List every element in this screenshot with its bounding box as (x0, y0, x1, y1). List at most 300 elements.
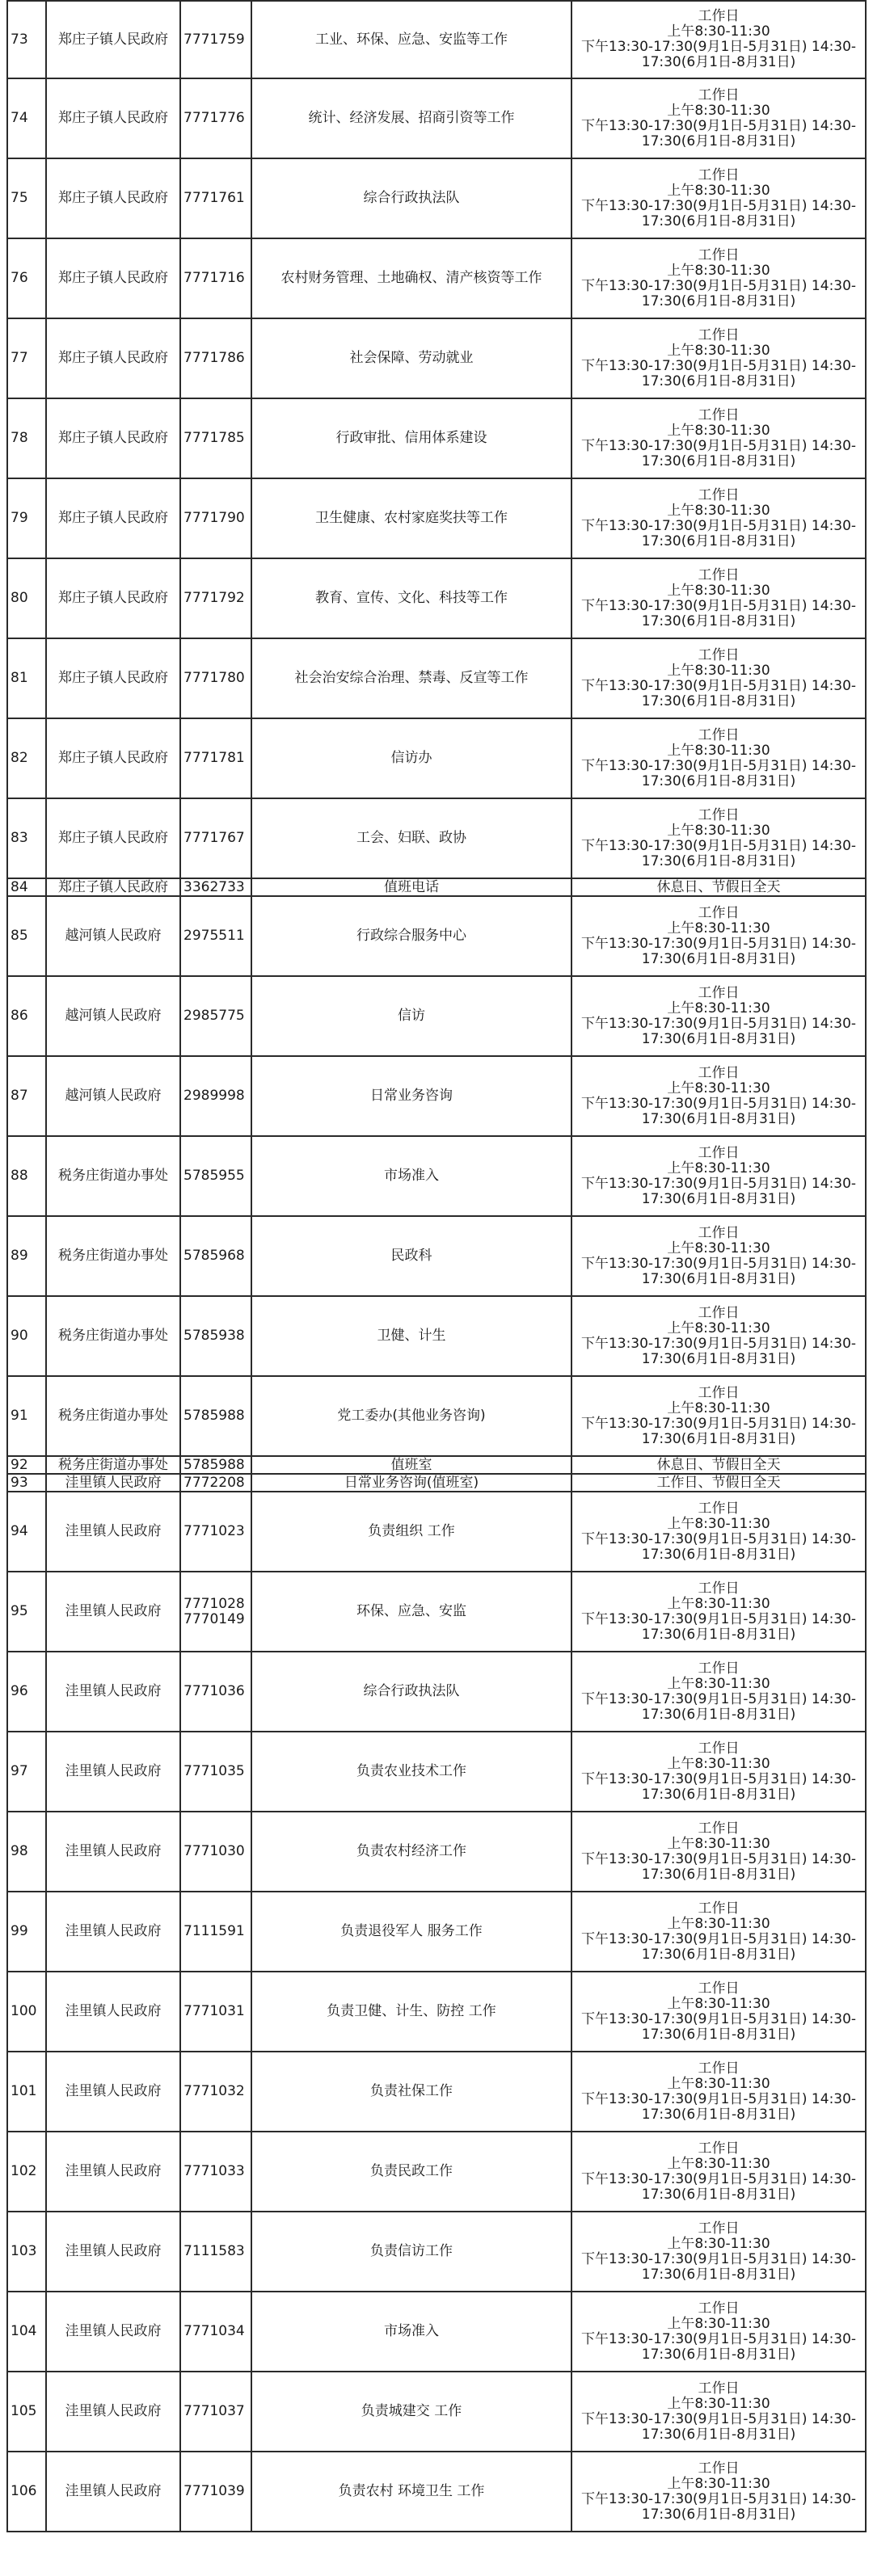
table-row (7, 478, 866, 558)
phone-number-cell (180, 2372, 251, 2452)
office-hours-line: 休息日、节假日全天 (656, 879, 781, 895)
phone-number-cell (180, 78, 251, 158)
office-hours-cell (571, 1732, 866, 1812)
service-description: 统计、经济发展、招商引资等工作 (251, 78, 571, 158)
service-description: 党工委办(其他业务咨询) (251, 1376, 571, 1456)
office-hours-line: 17:30(6月1日-8月31日) (641, 2106, 796, 2123)
phone-number-cell (180, 2292, 251, 2372)
office-hours-line: 上午8:30-11:30 (667, 920, 770, 937)
service-description: 负责民政工作 (251, 2132, 571, 2212)
office-hours-line: 下午13:30-17:30(9月1日-5月31日) 14:30- (580, 1255, 857, 1272)
row-number: 87 (7, 1056, 46, 1136)
phone-number-cell (180, 976, 251, 1056)
office-hours-cell (571, 1892, 866, 1972)
service-description: 值班室 (251, 1456, 571, 1474)
office-hours-line: 上午8:30-11:30 (667, 2155, 770, 2172)
phone-number: 2989998 (183, 1088, 245, 1104)
office-name: 洼里镇人民政府 (46, 2212, 180, 2292)
row-number: 100 (7, 1972, 46, 2052)
office-hours-cell (571, 238, 866, 318)
phone-number: 7771031 (183, 2003, 245, 2019)
phone-number: 7771023 (183, 1523, 245, 1539)
office-hours-line: 工作日 (698, 2300, 740, 2317)
office-name: 税务庄街道办事处 (46, 1216, 180, 1296)
table-row (7, 1812, 866, 1892)
office-hours-line: 上午8:30-11:30 (667, 2315, 770, 2332)
row-number: 104 (7, 2292, 46, 2372)
table-row (7, 976, 866, 1056)
office-hours-line: 上午8:30-11:30 (667, 262, 770, 279)
office-hours-line: 下午13:30-17:30(9月1日-5月31日) 14:30- (580, 39, 857, 55)
phone-number: 5785938 (183, 1328, 245, 1344)
office-name: 郑庄子镇人民政府 (46, 478, 180, 558)
service-description: 负责社保工作 (251, 2052, 571, 2132)
office-hours-line: 17:30(6月1日-8月31日) (641, 1626, 796, 1643)
contact-directory-table (6, 0, 867, 2532)
table-row (7, 1376, 866, 1456)
table-row (7, 1474, 866, 1492)
phone-number: 7771767 (183, 830, 245, 846)
service-description: 综合行政执法队 (251, 158, 571, 238)
row-number: 92 (7, 1456, 46, 1474)
office-name: 洼里镇人民政府 (46, 2292, 180, 2372)
phone-number: 7771032 (183, 2083, 245, 2099)
phone-number: 7771035 (183, 1763, 245, 1779)
office-hours-line: 17:30(6月1日-8月31日) (641, 452, 796, 469)
office-hours-line: 17:30(6月1日-8月31日) (641, 1866, 796, 1883)
office-hours-line: 工作日 (698, 86, 740, 103)
table-row (7, 2212, 866, 2292)
row-number: 74 (7, 78, 46, 158)
phone-number-cell (180, 1216, 251, 1296)
service-description: 卫健、计生 (251, 1296, 571, 1376)
office-hours-line: 上午8:30-11:30 (667, 23, 770, 40)
row-number: 93 (7, 1474, 46, 1492)
service-description: 市场准入 (251, 2292, 571, 2372)
phone-number-cell (180, 1056, 251, 1136)
phone-number-cell (180, 1892, 251, 1972)
table-row (7, 2052, 866, 2132)
office-hours-cell (571, 1474, 866, 1492)
office-hours-line: 17:30(6月1日-8月31日) (641, 373, 796, 389)
office-hours-line: 下午13:30-17:30(9月1日-5月31日) 14:30- (580, 1175, 857, 1192)
office-name: 洼里镇人民政府 (46, 2372, 180, 2452)
office-hours-line: 17:30(6月1日-8月31日) (641, 1270, 796, 1287)
office-hours-line: 下午13:30-17:30(9月1日-5月31日) 14:30- (580, 2490, 857, 2507)
office-hours-line: 工作日 (698, 904, 740, 921)
table-row (7, 1492, 866, 1572)
office-hours-line: 17:30(6月1日-8月31日) (641, 772, 796, 789)
table-row (7, 878, 866, 896)
office-hours-line: 上午8:30-11:30 (667, 1080, 770, 1096)
service-description: 日常业务咨询(值班室) (251, 1474, 571, 1492)
office-name: 洼里镇人民政府 (46, 2052, 180, 2132)
office-hours-line: 工作日 (698, 1660, 740, 1677)
row-number: 76 (7, 238, 46, 318)
office-hours-cell (571, 318, 866, 398)
office-hours-line: 工作日 (698, 2460, 740, 2477)
office-hours-line: 下午13:30-17:30(9月1日-5月31日) 14:30- (580, 1690, 857, 1707)
office-hours-cell (571, 1572, 866, 1652)
office-hours-line: 上午8:30-11:30 (667, 822, 770, 839)
office-hours-line: 下午13:30-17:30(9月1日-5月31日) 14:30- (580, 1015, 857, 1032)
office-hours-line: 上午8:30-11:30 (667, 342, 770, 359)
office-name: 越河镇人民政府 (46, 1056, 180, 1136)
office-hours-line: 17:30(6月1日-8月31日) (641, 2266, 796, 2283)
service-description: 信访办 (251, 718, 571, 798)
office-hours-line: 工作日 (698, 1144, 740, 1161)
office-hours-line: 下午13:30-17:30(9月1日-5月31日) 14:30- (580, 2010, 857, 2027)
office-hours-line: 17:30(6月1日-8月31日) (641, 532, 796, 549)
table-row (7, 78, 866, 158)
service-description: 行政审批、信用体系建设 (251, 398, 571, 478)
office-hours-line: 17:30(6月1日-8月31日) (641, 54, 796, 70)
phone-number-cell (180, 1492, 251, 1572)
office-hours-cell (571, 1652, 866, 1732)
office-name: 郑庄子镇人民政府 (46, 1, 180, 78)
table-row (7, 2452, 866, 2532)
phone-number-cell (180, 1456, 251, 1474)
office-hours-line: 工作日 (698, 326, 740, 343)
office-name: 洼里镇人民政府 (46, 1492, 180, 1572)
office-hours-line: 工作日 (698, 1384, 740, 1401)
office-hours-cell (571, 718, 866, 798)
row-number: 83 (7, 798, 46, 878)
table-body (7, 1, 866, 2532)
row-number: 73 (7, 1, 46, 78)
office-hours-line: 工作日 (698, 1980, 740, 1997)
table-row (7, 718, 866, 798)
office-hours-cell (571, 1972, 866, 2052)
service-description: 日常业务咨询 (251, 1056, 571, 1136)
table-row (7, 238, 866, 318)
phone-number: 7771781 (183, 750, 245, 766)
office-name: 郑庄子镇人民政府 (46, 558, 180, 638)
office-hours-cell (571, 1376, 866, 1456)
phone-number: 3362733 (183, 879, 245, 895)
office-name: 郑庄子镇人民政府 (46, 398, 180, 478)
table-row (7, 798, 866, 878)
phone-number: 7771785 (183, 430, 245, 446)
table-row (7, 318, 866, 398)
office-name: 洼里镇人民政府 (46, 1972, 180, 2052)
office-hours-cell (571, 878, 866, 896)
service-description: 负责农业技术工作 (251, 1732, 571, 1812)
phone-number: 7771716 (183, 270, 245, 286)
row-number: 80 (7, 558, 46, 638)
table-row (7, 1, 866, 78)
office-hours-line: 17:30(6月1日-8月31日) (641, 692, 796, 709)
phone-number-cell (180, 1376, 251, 1456)
office-hours-line: 工作日 (698, 646, 740, 663)
service-description: 负责信访工作 (251, 2212, 571, 2292)
office-hours-line: 下午13:30-17:30(9月1日-5月31日) 14:30- (580, 1095, 857, 1112)
service-description: 负责退役军人 服务工作 (251, 1892, 571, 1972)
office-hours-line: 工作日 (698, 2380, 740, 2397)
row-number: 88 (7, 1136, 46, 1216)
office-hours-line: 工作日 (698, 1820, 740, 1837)
row-number: 86 (7, 976, 46, 1056)
service-description: 市场准入 (251, 1136, 571, 1216)
phone-number: 7111591 (183, 1923, 245, 1939)
office-hours-line: 休息日、节假日全天 (656, 1457, 781, 1473)
service-description: 教育、宣传、文化、科技等工作 (251, 558, 571, 638)
service-description: 负责农村 环境卫生 工作 (251, 2452, 571, 2532)
service-description: 行政综合服务中心 (251, 896, 571, 976)
office-hours-line: 上午8:30-11:30 (667, 1675, 770, 1692)
office-hours-line: 工作日 (698, 806, 740, 823)
office-name: 洼里镇人民政府 (46, 2452, 180, 2532)
office-hours-cell (571, 1056, 866, 1136)
office-hours-line: 下午13:30-17:30(9月1日-5月31日) 14:30- (580, 1770, 857, 1787)
phone-number-cell (180, 398, 251, 478)
office-hours-cell (571, 478, 866, 558)
row-number: 85 (7, 896, 46, 976)
office-name: 税务庄街道办事处 (46, 1136, 180, 1216)
phone-number: 7111583 (183, 2243, 245, 2259)
phone-number: 7771033 (183, 2163, 245, 2179)
office-hours-line: 下午13:30-17:30(9月1日-5月31日) 14:30- (580, 935, 857, 952)
row-number: 103 (7, 2212, 46, 2292)
office-name: 郑庄子镇人民政府 (46, 878, 180, 896)
office-name: 税务庄街道办事处 (46, 1376, 180, 1456)
office-hours-line: 上午8:30-11:30 (667, 1915, 770, 1932)
phone-number: 2975511 (183, 928, 245, 944)
office-hours-line: 上午8:30-11:30 (667, 1595, 770, 1612)
phone-number: 7771034 (183, 2323, 245, 2339)
office-hours-line: 工作日 (698, 1740, 740, 1757)
office-hours-line: 工作日 (698, 566, 740, 583)
phone-number-cell (180, 1296, 251, 1376)
office-hours-cell (571, 2052, 866, 2132)
office-hours-line: 上午8:30-11:30 (667, 1240, 770, 1256)
office-hours-line: 上午8:30-11:30 (667, 742, 770, 759)
office-hours-line: 上午8:30-11:30 (667, 1995, 770, 2012)
service-description: 负责城建交 工作 (251, 2372, 571, 2452)
phone-number-cell (180, 1572, 251, 1652)
service-description: 值班电话 (251, 878, 571, 896)
table-row (7, 558, 866, 638)
row-number: 84 (7, 878, 46, 896)
office-name: 郑庄子镇人民政府 (46, 158, 180, 238)
table-row (7, 1136, 866, 1216)
row-number: 82 (7, 718, 46, 798)
phone-number: 5785955 (183, 1168, 245, 1184)
row-number: 79 (7, 478, 46, 558)
phone-number-cell (180, 638, 251, 718)
office-name: 税务庄街道办事处 (46, 1456, 180, 1474)
row-number: 89 (7, 1216, 46, 1296)
office-name: 洼里镇人民政府 (46, 1732, 180, 1812)
phone-number: 7771790 (183, 510, 245, 526)
phone-number-cell (180, 478, 251, 558)
office-hours-cell (571, 1812, 866, 1892)
office-hours-cell (571, 896, 866, 976)
office-hours-cell (571, 976, 866, 1056)
row-number: 99 (7, 1892, 46, 1972)
row-number: 94 (7, 1492, 46, 1572)
table-row (7, 2372, 866, 2452)
office-hours-cell (571, 78, 866, 158)
office-hours-line: 工作日 (698, 2060, 740, 2077)
phone-number: 7771780 (183, 670, 245, 686)
office-name: 郑庄子镇人民政府 (46, 718, 180, 798)
office-hours-line: 17:30(6月1日-8月31日) (641, 1706, 796, 1723)
office-hours-cell (571, 158, 866, 238)
phone-number-cell (180, 798, 251, 878)
office-hours-line: 上午8:30-11:30 (667, 182, 770, 199)
office-hours-line: 17:30(6月1日-8月31日) (641, 1430, 796, 1447)
office-hours-line: 下午13:30-17:30(9月1日-5月31日) 14:30- (580, 2250, 857, 2267)
office-hours-line: 上午8:30-11:30 (667, 1755, 770, 1772)
row-number: 95 (7, 1572, 46, 1652)
phone-number: 7771792 (183, 590, 245, 606)
office-hours-line: 下午13:30-17:30(9月1日-5月31日) 14:30- (580, 357, 857, 374)
office-hours-cell (571, 1, 866, 78)
table-row (7, 2132, 866, 2212)
office-hours-line: 工作日 (698, 2140, 740, 2157)
row-number: 105 (7, 2372, 46, 2452)
phone-number-cell (180, 718, 251, 798)
row-number: 97 (7, 1732, 46, 1812)
office-hours-line: 工作日 (698, 8, 740, 24)
office-hours-cell (571, 398, 866, 478)
office-hours-line: 上午8:30-11:30 (667, 2475, 770, 2492)
office-hours-line: 下午13:30-17:30(9月1日-5月31日) 14:30- (580, 837, 857, 854)
office-hours-line: 下午13:30-17:30(9月1日-5月31日) 14:30- (580, 2410, 857, 2427)
office-name: 税务庄街道办事处 (46, 1296, 180, 1376)
office-hours-line: 17:30(6月1日-8月31日) (641, 133, 796, 149)
service-description: 农村财务管理、土地确权、清产核资等工作 (251, 238, 571, 318)
office-name: 郑庄子镇人民政府 (46, 78, 180, 158)
row-number: 90 (7, 1296, 46, 1376)
service-description: 民政科 (251, 1216, 571, 1296)
office-hours-line: 下午13:30-17:30(9月1日-5月31日) 14:30- (580, 2090, 857, 2107)
phone-number-cell (180, 2452, 251, 2532)
office-name: 郑庄子镇人民政府 (46, 638, 180, 718)
office-hours-line: 下午13:30-17:30(9月1日-5月31日) 14:30- (580, 2170, 857, 2187)
phone-number: 5785968 (183, 1248, 245, 1264)
phone-number: 7771759 (183, 31, 245, 48)
office-hours-line: 下午13:30-17:30(9月1日-5月31日) 14:30- (580, 117, 857, 134)
table-row (7, 1056, 866, 1136)
row-number: 106 (7, 2452, 46, 2532)
office-hours-line: 上午8:30-11:30 (667, 1160, 770, 1176)
phone-number: 7771776 (183, 110, 245, 126)
office-hours-line: 下午13:30-17:30(9月1日-5月31日) 14:30- (580, 1610, 857, 1627)
office-hours-line: 17:30(6月1日-8月31日) (641, 2346, 796, 2363)
office-name: 洼里镇人民政府 (46, 1892, 180, 1972)
office-hours-cell (571, 1296, 866, 1376)
phone-number-cell (180, 2132, 251, 2212)
table-row (7, 398, 866, 478)
office-hours-line: 下午13:30-17:30(9月1日-5月31日) 14:30- (580, 437, 857, 454)
office-hours-line: 上午8:30-11:30 (667, 1400, 770, 1416)
phone-number-cell (180, 2052, 251, 2132)
office-hours-line: 下午13:30-17:30(9月1日-5月31日) 14:30- (580, 197, 857, 214)
phone-number: 2985775 (183, 1008, 245, 1024)
office-hours-line: 下午13:30-17:30(9月1日-5月31日) 14:30- (580, 2330, 857, 2347)
office-hours-line: 17:30(6月1日-8月31日) (641, 612, 796, 629)
row-number: 101 (7, 2052, 46, 2132)
table-row (7, 1296, 866, 1376)
table-row (7, 2292, 866, 2372)
office-name: 郑庄子镇人民政府 (46, 798, 180, 878)
service-description: 综合行政执法队 (251, 1652, 571, 1732)
office-hours-line: 17:30(6月1日-8月31日) (641, 852, 796, 869)
office-hours-line: 17:30(6月1日-8月31日) (641, 293, 796, 309)
table-row (7, 1572, 866, 1652)
phone-number-cell (180, 1812, 251, 1892)
office-name: 洼里镇人民政府 (46, 1812, 180, 1892)
phone-number: 7772208 (183, 1475, 245, 1491)
office-hours-cell (571, 2292, 866, 2372)
row-number: 98 (7, 1812, 46, 1892)
office-hours-line: 下午13:30-17:30(9月1日-5月31日) 14:30- (580, 757, 857, 774)
office-hours-line: 17:30(6月1日-8月31日) (641, 1546, 796, 1563)
phone-number-cell (180, 158, 251, 238)
office-hours-line: 上午8:30-11:30 (667, 1835, 770, 1852)
office-hours-cell (571, 2372, 866, 2452)
phone-number: 7771030 (183, 1843, 245, 1859)
service-description: 社会保障、劳动就业 (251, 318, 571, 398)
table-row (7, 638, 866, 718)
office-hours-cell (571, 558, 866, 638)
phone-number: 7771036 (183, 1683, 245, 1699)
office-hours-line: 工作日 (698, 486, 740, 503)
office-hours-line: 下午13:30-17:30(9月1日-5月31日) 14:30- (580, 1335, 857, 1352)
table-row (7, 1216, 866, 1296)
office-hours-line: 工作日 (698, 406, 740, 423)
phone-number: 7771028 (183, 1595, 245, 1612)
office-name: 洼里镇人民政府 (46, 1474, 180, 1492)
phone-number-cell (180, 2212, 251, 2292)
service-description: 负责卫健、计生、防控 工作 (251, 1972, 571, 2052)
phone-number: 7771039 (183, 2483, 245, 2499)
office-hours-line: 工作日 (698, 1064, 740, 1081)
phone-number: 7771037 (183, 2403, 245, 2419)
service-description: 负责农村经济工作 (251, 1812, 571, 1892)
office-hours-line: 下午13:30-17:30(9月1日-5月31日) 14:30- (580, 677, 857, 694)
office-hours-line: 工作日 (698, 984, 740, 1001)
office-hours-cell (571, 638, 866, 718)
office-hours-line: 上午8:30-11:30 (667, 102, 770, 119)
office-hours-line: 17:30(6月1日-8月31日) (641, 1030, 796, 1047)
phone-number: 7771786 (183, 350, 245, 366)
office-hours-line: 工作日 (698, 166, 740, 183)
table-row (7, 1892, 866, 1972)
office-hours-line: 上午8:30-11:30 (667, 502, 770, 519)
office-hours-line: 下午13:30-17:30(9月1日-5月31日) 14:30- (580, 1850, 857, 1867)
office-hours-line: 上午8:30-11:30 (667, 2075, 770, 2092)
office-hours-cell (571, 2452, 866, 2532)
office-hours-line: 17:30(6月1日-8月31日) (641, 2026, 796, 2043)
table-row (7, 158, 866, 238)
office-hours-line: 上午8:30-11:30 (667, 1320, 770, 1336)
table-row (7, 896, 866, 976)
office-hours-line: 17:30(6月1日-8月31日) (641, 1786, 796, 1803)
phone-number: 7770149 (183, 1610, 245, 1627)
row-number: 78 (7, 398, 46, 478)
service-description: 社会治安综合治理、禁毒、反宣等工作 (251, 638, 571, 718)
phone-number: 7771761 (183, 190, 245, 206)
office-hours-line: 上午8:30-11:30 (667, 2395, 770, 2412)
office-hours-line: 上午8:30-11:30 (667, 2235, 770, 2252)
office-hours-line: 工作日 (698, 1304, 740, 1321)
office-name: 越河镇人民政府 (46, 896, 180, 976)
office-hours-line: 工作日 (698, 1500, 740, 1517)
office-hours-line: 17:30(6月1日-8月31日) (641, 1110, 796, 1127)
